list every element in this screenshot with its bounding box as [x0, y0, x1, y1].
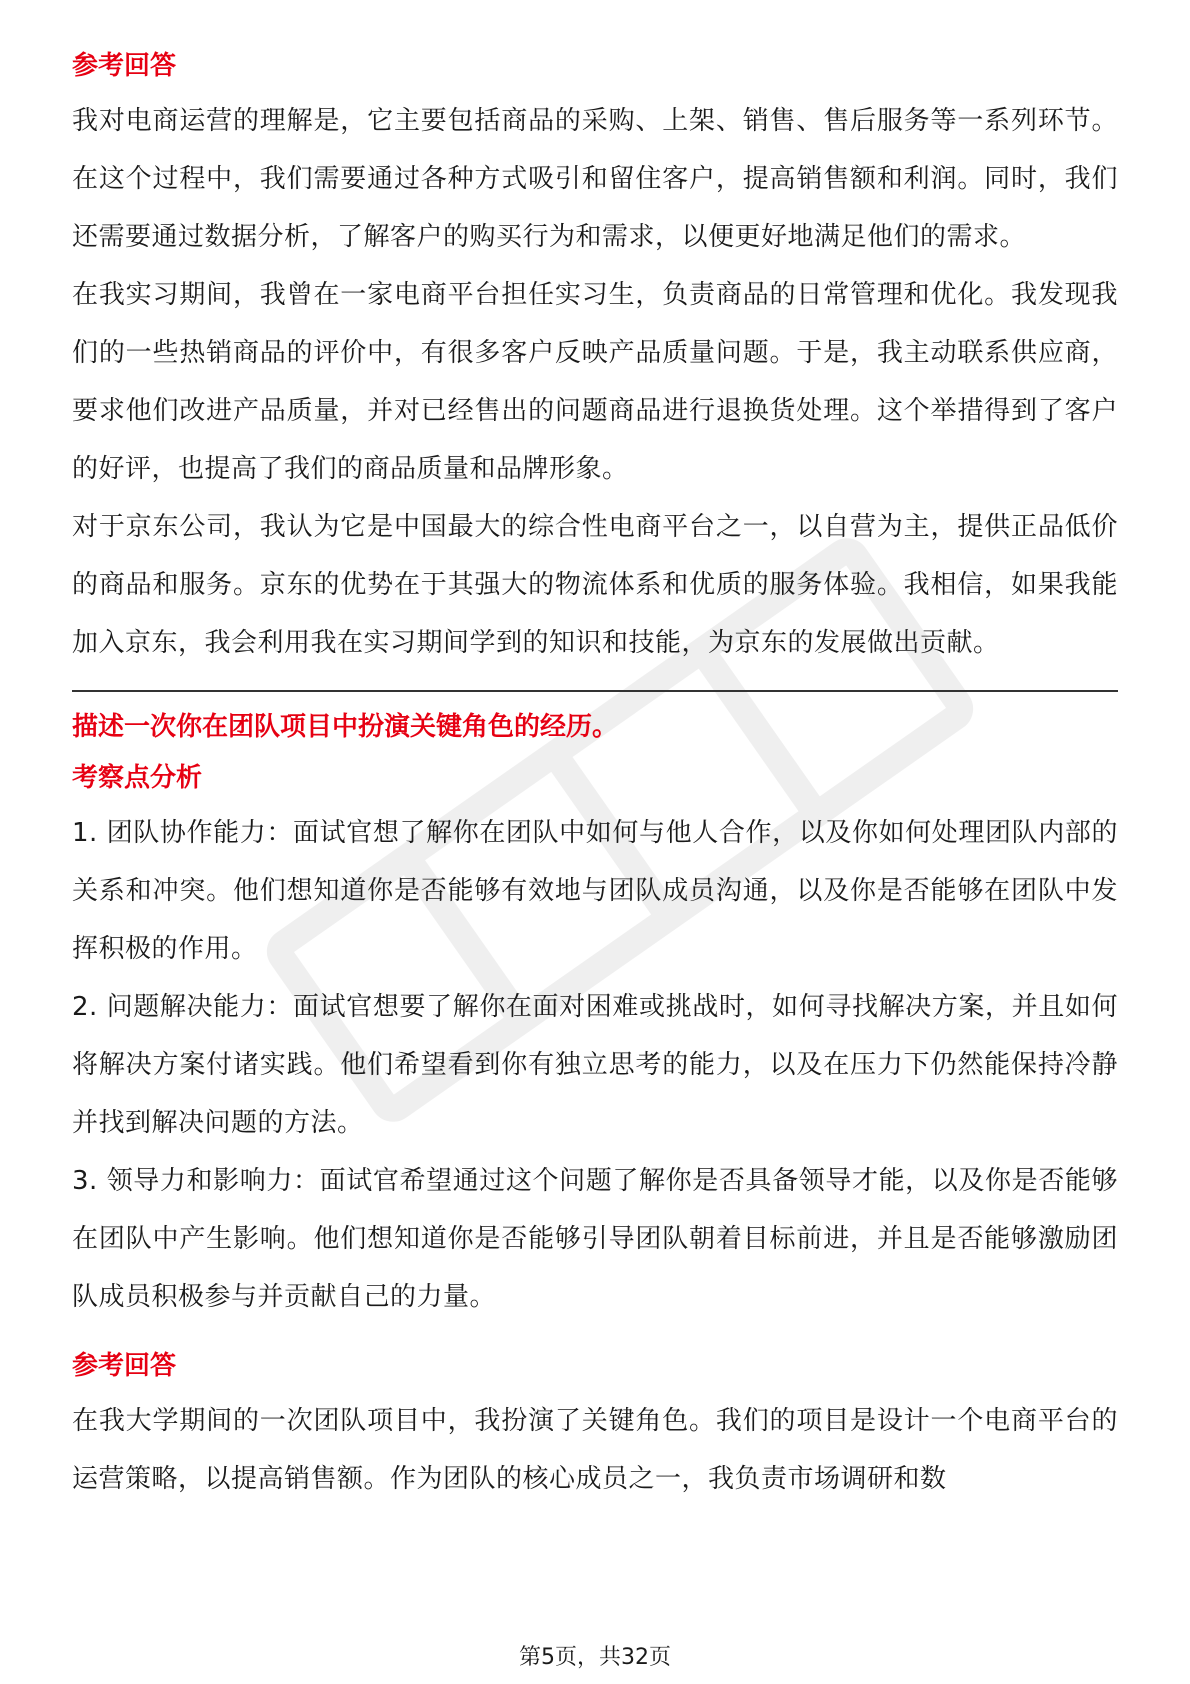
answer-paragraph: 我对电商运营的理解是，它主要包括商品的采购、上架、销售、售后服务等一系列环节。在这个过程中，我们需要通过各种方式吸引和留住客户，提高销售额和利润。同时，我们还需要通过数据分析，了解客户的购买行为和需求，以便更好地满足他们的需求。: [72, 106, 1118, 252]
section-divider: [72, 690, 1118, 692]
answer-heading-1: 参考回答: [72, 51, 177, 81]
page-footer: 第5页，共32页: [519, 1645, 671, 1670]
analysis-point: 2. 问题解决能力：面试官想要了解你在面对困难或挑战时，如何寻找解决方案，并且如何将解决方案付诸实践。他们希望看到你有独立思考的能力，以及在压力下仍然能保持冷静并找到解决问题的方法。: [72, 992, 1118, 1138]
answer-heading-2: 参考回答: [72, 1351, 177, 1381]
spacer: [72, 1326, 1118, 1340]
analysis-point: 3. 领导力和影响力：面试官希望通过这个问题了解你是否具备领导才能，以及你是否能够在团队中产生影响。他们想知道你是否能够引导团队朝着目标前进，并且是否能够激励团队成员积极参与并贡献自己的力量。: [72, 1166, 1118, 1312]
question-heading: 描述一次你在团队项目中扮演关键角色的经历。: [72, 712, 619, 742]
answer-paragraph: 在我大学期间的一次团队项目中，我扮演了关键角色。我们的项目是设计一个电商平台的运营策略，以提高销售额。作为团队的核心成员之一，我负责市场调研和数: [72, 1406, 1118, 1494]
analysis-point: 1. 团队协作能力：面试官想了解你在团队中如何与他人合作，以及你如何处理团队内部的关系和冲突。他们想知道你是否能够有效地与团队成员沟通，以及你是否能够在团队中发挥积极的作用。: [72, 818, 1118, 964]
answer-paragraph: 在我实习期间，我曾在一家电商平台担任实习生，负责商品的日常管理和优化。我发现我们的一些热销商品的评价中，有很多客户反映产品质量问题。于是，我主动联系供应商，要求他们改进产品质量，并对已经售出的问题商品进行退换货处理。这个举措得到了客户的好评，也提高了我们的商品质量和品牌形象。: [72, 280, 1118, 484]
analysis-heading: 考察点分析: [72, 763, 203, 793]
answer-paragraph: 对于京东公司，我认为它是中国最大的综合性电商平台之一，以自营为主，提供正品低价的商品和服务。京东的优势在于其强大的物流体系和优质的服务体验。我相信，如果我能加入京东，我会利用我在实习期间学到的知识和技能，为京东的发展做出贡献。: [72, 512, 1118, 658]
document-body: [72, 40, 1118, 1508]
